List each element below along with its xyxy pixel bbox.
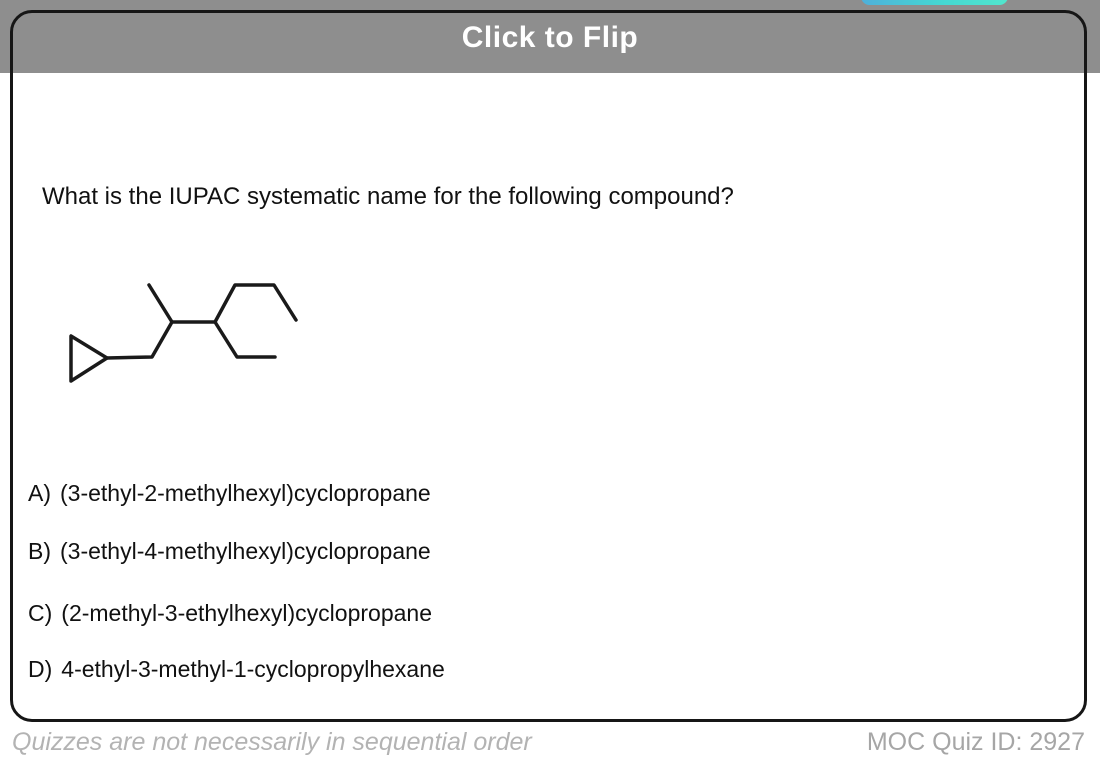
option-c-letter: C) [28, 600, 53, 626]
option-b-letter: B) [28, 538, 51, 564]
option-a-text: (3-ethyl-2-methylhexyl)cyclopropane [60, 480, 431, 506]
question-text: What is the IUPAC systematic name for the following compound? [42, 183, 734, 210]
option-d-letter: D) [28, 656, 53, 682]
option-d-text: 4-ethyl-3-methyl-1-cyclopropylhexane [61, 656, 445, 682]
option-a [28, 480, 431, 507]
hidden-top-tab-button[interactable] [861, 0, 1008, 5]
option-d [28, 656, 445, 683]
option-a-letter: A) [28, 480, 51, 506]
option-c-text: (2-methyl-3-ethylhexyl)cyclopropane [61, 600, 432, 626]
flip-header-title: Click to Flip [461, 20, 639, 54]
option-c [28, 600, 432, 627]
option-b-text: (3-ethyl-4-methylhexyl)cyclopropane [60, 538, 431, 564]
footer-quiz-id: MOC Quiz ID: 2927 [866, 728, 1085, 756]
footer-sequential-note: Quizzes are not necessarily in sequential order [12, 728, 532, 756]
option-b [28, 538, 431, 565]
